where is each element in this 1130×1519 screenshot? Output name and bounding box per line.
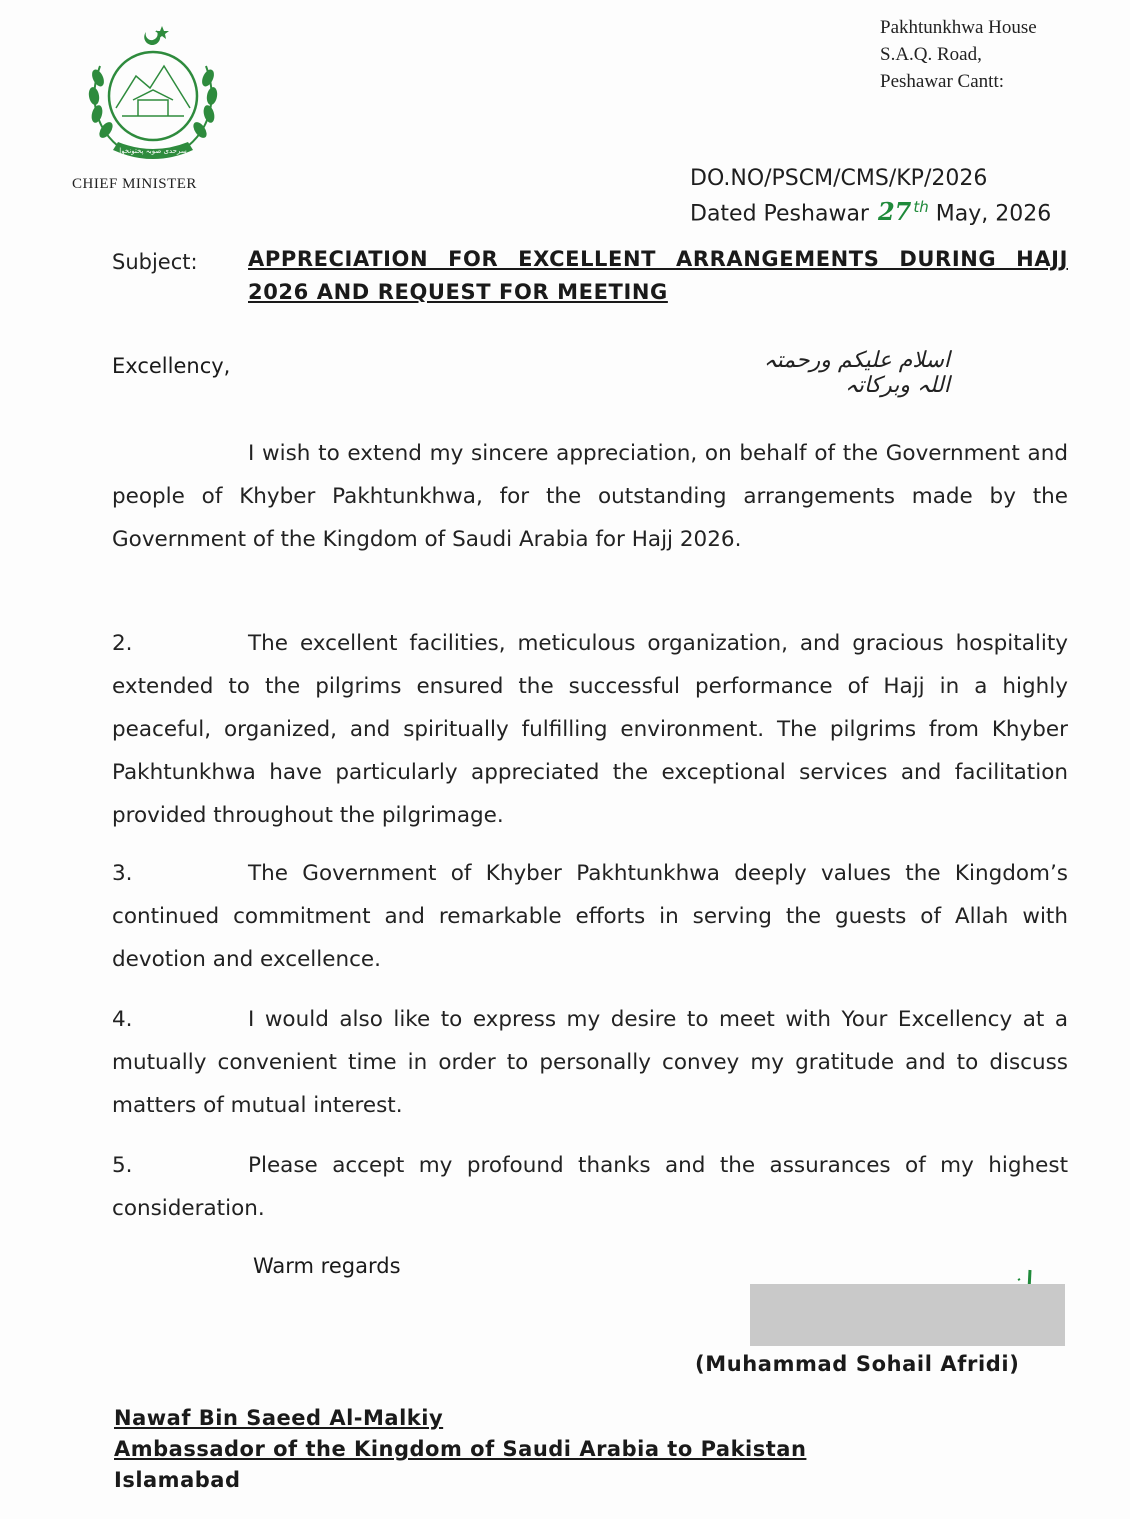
paragraph-text: Please accept my profound thanks and the assurances of my highest consideration. — [112, 1153, 1068, 1221]
paragraph-3 — [112, 852, 1068, 981]
address-line: S.A.Q. Road, — [880, 44, 982, 65]
redacted-signature — [750, 1284, 1065, 1346]
kp-government-emblem-icon — [78, 18, 228, 168]
paragraph-text: The Government of Khyber Pakhtunkhwa deeply values the Kingdom’s continued commitment and remarkable efforts in serving the guests of Allah with devotion and excellence. — [112, 861, 1068, 972]
salutation: Excellency, — [112, 354, 231, 378]
subject-text: APPRECIATION FOR EXCELLENT ARRANGEMENTS DURING HAJJ 2026 AND REQUEST FOR MEETING — [248, 247, 1068, 304]
signer-name: (Muhammad Sohail Afridi) — [695, 1352, 1020, 1376]
paragraph-5 — [112, 1144, 1068, 1230]
emblem-caption: سرحدی صوبہ پختونخوا — [119, 147, 187, 155]
reference-block — [690, 164, 1051, 228]
handwritten-day: 27 — [877, 197, 912, 227]
paragraph-number: 3. — [112, 861, 133, 886]
handwritten-day-suffix: th — [913, 198, 929, 216]
addressee-block — [114, 1403, 806, 1496]
sender-address — [880, 14, 1037, 95]
subject-label: Subject: — [112, 250, 198, 274]
do-number: DO.NO/PSCM/CMS/KP/2026 — [690, 166, 988, 191]
paragraph-2 — [112, 622, 1068, 837]
paragraph-number: 5. — [112, 1153, 133, 1178]
date-line — [690, 193, 1051, 228]
paragraph-text: The excellent facilities, meticulous organization, and gracious hospitality extended to the pilgrims ensured the successful performance of Hajj in a highly peaceful, organized, and spiritually fulfilling environment. The pilgrims from Khyber Pakhtunkhwa have particularly appreciated the exceptional services and facilitation provided throughout the pilgrimage. — [112, 631, 1068, 828]
closing: Warm regards — [253, 1254, 401, 1278]
paragraph-text: I wish to extend my sincere appreciation, on behalf of the Government and people of Khyber Pakhtunkhwa, for the outstanding arrangements made by the Government of the Kingdom of Saudi Arabia for Hajj 2026. — [112, 441, 1068, 552]
addressee-title: Ambassador of the Kingdom of Saudi Arabia to Pakistan — [114, 1437, 807, 1461]
paragraph-text: I would also like to express my desire to meet with Your Excellency at a mutually convenient time in order to personally convey my gratitude and to discuss matters of mutual interest. — [112, 1007, 1068, 1118]
address-line: Pakhtunkhwa House — [880, 17, 1037, 38]
paragraph-number: 4. — [112, 1007, 133, 1032]
addressee-city: Islamabad — [114, 1468, 241, 1492]
address-line: Peshawar Cantt: — [880, 71, 1005, 92]
office-label: CHIEF MINISTER — [72, 176, 197, 192]
dated-suffix: May, 2026 — [935, 201, 1052, 227]
paragraph-1 — [112, 432, 1068, 561]
paragraph-4 — [112, 998, 1068, 1127]
dated-prefix: Dated Peshawar — [690, 201, 869, 227]
paragraph-number: 2. — [112, 631, 133, 656]
urdu-greeting: اسلام علیکم ورحمتہ اللہ وبرکاتہ — [763, 348, 950, 398]
addressee-name: Nawaf Bin Saeed Al-Malkiy — [114, 1406, 444, 1430]
